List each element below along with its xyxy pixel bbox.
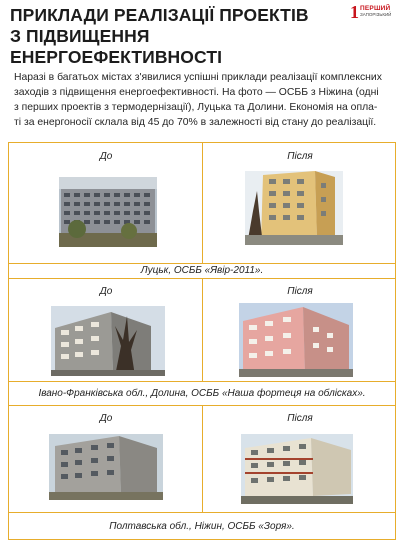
brand-logo (350, 4, 396, 22)
photo-nizhyn-after (241, 434, 353, 504)
caption-dolyna: Івано-Франківська обл., Долина, ОСББ «Наша фортеця на облісках». (38, 388, 366, 399)
logo-number: 1 (350, 2, 359, 22)
row-divider (9, 512, 395, 513)
photo-dolyna-before (51, 306, 165, 376)
label-before: До (99, 413, 113, 424)
intro-line: ті за енергоносії склала від 45 до 70% в залежності від стану до реалізації. (14, 117, 377, 128)
header (10, 5, 350, 68)
photo-dolyna-after (239, 303, 353, 377)
label-after: Після (287, 151, 313, 162)
label-before: До (99, 151, 113, 162)
logo-subtitle: ЗАПОРІЗЬКИЙ (360, 12, 392, 17)
title-line-1: ПРИКЛАДИ РЕАЛІЗАЦІЇ ПРОЕКТІВ (10, 5, 309, 25)
label-after: Після (287, 413, 313, 424)
caption-nizhyn: Полтавська обл., Ніжин, ОСББ «Зоря». (109, 521, 295, 532)
row-divider (9, 381, 395, 382)
title-line-2: З ПІДВИЩЕННЯ ЕНЕРГОЕФЕКТИВНОСТІ (10, 26, 223, 67)
intro-line: з перших проектів з термодернізації), Луцька та Долини. Економія на опла- (14, 102, 378, 113)
intro-line: заходів з підвищення енергоефективності. На фото — ОСББ з Ніжина (одні (14, 87, 379, 98)
logo-name: ПЕРШИЙ (360, 5, 391, 12)
caption-lutsk: Луцьк, ОСББ «Явір-2011». (140, 265, 264, 276)
label-after: Після (287, 286, 313, 297)
page-title (10, 5, 350, 68)
photo-lutsk-after (245, 171, 343, 245)
examples-table (8, 142, 396, 540)
intro-line: Наразі в багатьох містах з'явилися успішні приклади реалізації комплексних (14, 72, 382, 83)
photo-lutsk-before (59, 177, 157, 247)
intro-paragraph (14, 70, 394, 130)
label-before: До (99, 286, 113, 297)
photo-nizhyn-before (49, 434, 163, 500)
